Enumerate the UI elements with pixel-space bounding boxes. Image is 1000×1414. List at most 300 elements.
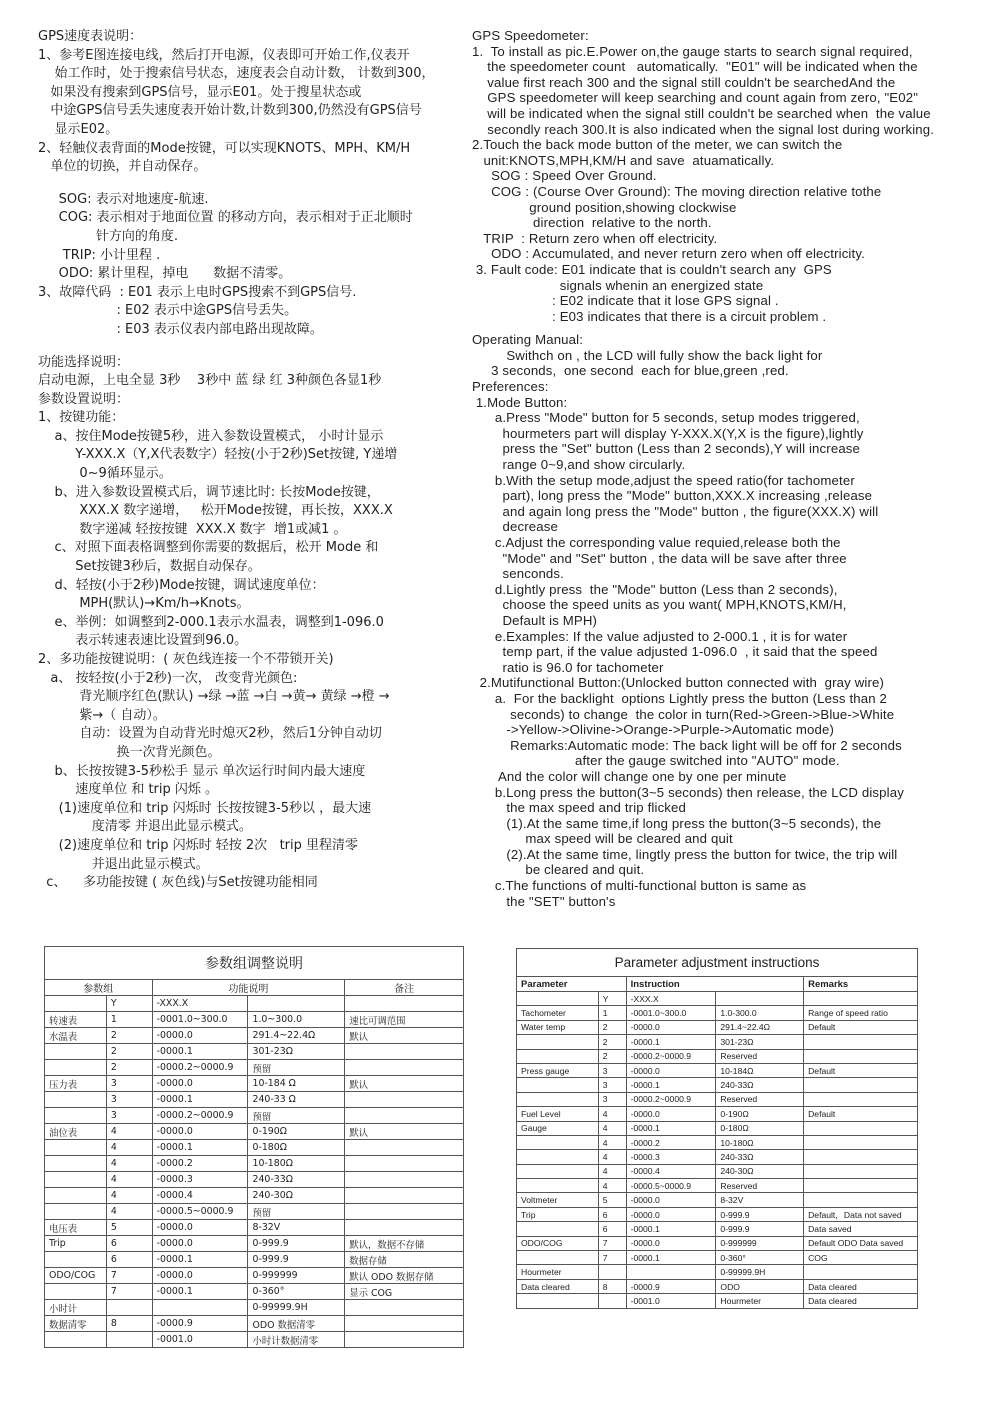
text-line: ODO: 累计里程，掉电 数据不清零。 (38, 266, 292, 282)
table-cell: -0000.5~0000.9 (152, 1204, 248, 1220)
text-line: a. For the backlight options Lightly press the button (Less than 2 (472, 690, 888, 706)
table-cell: -0000.0 (152, 1076, 248, 1092)
table-cell: -0000.0 (152, 1236, 248, 1252)
table-row (45, 1236, 464, 1252)
table-cell (345, 1300, 464, 1316)
table-row (45, 1316, 464, 1332)
table-cell: 6 (598, 1207, 626, 1221)
table-cell: 291.4~22.4Ω (716, 1020, 804, 1034)
table-cell: 240-33 Ω (248, 1092, 345, 1108)
text-line: c.Adjust the corresponding value requied,release both the (472, 535, 841, 550)
table-cell: ODO/COG (517, 1236, 599, 1250)
table-cell (152, 1300, 248, 1316)
table-cell (517, 992, 599, 1006)
table-cell (517, 1078, 599, 1092)
text-line: b、进入参数设置模式后，调节速比时: 长按Mode按键， (38, 484, 380, 500)
table-cell: Reserved (716, 1049, 804, 1063)
table-cell: 0-360° (716, 1251, 804, 1265)
text-line: part), long press the "Mode" button,XXX.X increasing ,release (472, 488, 873, 504)
table-cell: Reserved (716, 1179, 804, 1193)
table-cell: -0000.2~0000.9 (626, 1049, 716, 1063)
table-cell: 0-999.9 (248, 1236, 345, 1252)
text-line: 1、按键功能： (38, 410, 125, 426)
text-line: b、长按按键3-5秒松手 显示 单次运行时间内最大速度 (38, 763, 366, 779)
table-cell (517, 1294, 599, 1308)
table-row (517, 1265, 918, 1279)
table-cell: Default (804, 1020, 918, 1034)
table-cell: 2 (598, 1020, 626, 1034)
text-line: Preferences: (472, 379, 549, 395)
table-cell (345, 996, 464, 1012)
text-line: (1)速度单位和 trip 闪烁时 长按按键3-5秒以 ，最大速 (38, 800, 372, 816)
table-row (45, 1012, 464, 1028)
table-row (517, 1179, 918, 1193)
text-line: senconds. (472, 566, 564, 582)
table-cell (345, 1108, 464, 1124)
table-cell: -0000.0 (626, 1236, 716, 1250)
table-cell: 1.0-300.0 (716, 1006, 804, 1020)
text-line: 自动：设置为自动背光时熄灭2秒，然后1分钟自动切 (38, 726, 382, 742)
table-cell: 2 (598, 1035, 626, 1049)
table-cell (45, 1140, 107, 1156)
table-cell (517, 1049, 599, 1063)
text-line: decrease (472, 519, 558, 535)
table-cell (45, 1332, 107, 1348)
spacer (38, 177, 468, 191)
table-cell: 4 (598, 1150, 626, 1164)
table-cell: 291.4~22.4Ω (248, 1028, 345, 1044)
table-cell: 240-33Ω (716, 1078, 804, 1092)
text-line: : E02 表示中途GPS信号丢失。 (38, 303, 298, 319)
table-cell: -0000.0 (626, 1193, 716, 1207)
text-line: 3、故障代码 : E01 表示上电时GPS搜索不到GPS信号. (38, 284, 357, 300)
text-line: ground position,showing clockwise (472, 199, 737, 215)
table-cell: -0000.3 (626, 1150, 716, 1164)
table-row (45, 1156, 464, 1172)
table-cell: 240-30Ω (248, 1188, 345, 1204)
text-line: 数字递减 轻按按键 XXX.X 数字 增1或减1 。 (38, 521, 347, 537)
table-row (517, 1164, 918, 1178)
text-line: COG : (Course Over Ground): The moving direction relative tothe (472, 183, 882, 199)
table-cell: -0000.0 (152, 1220, 248, 1236)
table-cell (45, 1044, 107, 1060)
table-cell: 301-23Ω (716, 1035, 804, 1049)
text-line: 中途GPS信号丢失速度表开始计数,计数到300,仍然没有GPS信号 (38, 103, 422, 119)
text-line: c.The functions of multi-functional button is same as (472, 878, 807, 894)
text-line: 换一次背光颜色。 (38, 744, 221, 760)
table-cell: Press gauge (517, 1063, 599, 1077)
table-cell: 1 (106, 1012, 152, 1028)
table-cell (517, 1164, 599, 1178)
table-cell: -0000.9 (626, 1279, 716, 1293)
table-cell: ODO 数据清零 (248, 1316, 345, 1332)
table-cell: 2 (106, 1060, 152, 1076)
table-row (517, 992, 918, 1006)
table-cell: Default ODO Data saved (804, 1236, 918, 1250)
text-line: 2、多功能按键说明：( 灰色线连接一个不带锁开关) (38, 652, 334, 667)
table-cell: 小时计 (45, 1300, 107, 1316)
table-row (45, 1124, 464, 1140)
text-line: secondly reach 300.It is also indicated when the signal lost during working. (472, 121, 935, 137)
text-line: will be indicated when the signal still couldn't be searched when the value (472, 105, 931, 121)
table-cell: 压力表 (45, 1076, 107, 1092)
table-cell: -0000.1 (626, 1251, 716, 1265)
table-row (45, 1300, 464, 1316)
text-line: 始工作时，处于搜索信号状态，速度表会自动计数， 计数到300， (38, 66, 435, 82)
text-line: ratio is 96.0 for tachometer (472, 659, 664, 675)
table-cell (45, 1284, 107, 1300)
table-row (45, 996, 464, 1012)
table-cell: -0000.0 (152, 1124, 248, 1140)
table-cell: 6 (106, 1236, 152, 1252)
table-cell: 默认 (345, 1124, 464, 1140)
table-cell: Reserved (716, 1092, 804, 1106)
table-cell: -0000.1 (626, 1121, 716, 1135)
table-cell (345, 1044, 464, 1060)
text-line: COG: 表示相对于地面位置 的移动方向，表示相对于正北顺时 (38, 210, 413, 226)
table-cell: -0000.2~0000.9 (626, 1092, 716, 1106)
text-line: : E03 表示仪表内部电路出现故障。 (38, 321, 323, 337)
text-line: the max speed and trip flicked (472, 800, 687, 816)
table-cell: 2 (598, 1049, 626, 1063)
table-cell: 10-180Ω (716, 1135, 804, 1149)
table-cell: 数据存储 (345, 1252, 464, 1268)
table-row (517, 1150, 918, 1164)
table-cell (106, 1300, 152, 1316)
table-cell: ODO (716, 1279, 804, 1293)
table-cell: Data cleared (804, 1279, 918, 1293)
table-cell: -XXX.X (626, 992, 716, 1006)
table-cell (345, 1156, 464, 1172)
table-cell (345, 1140, 464, 1156)
text-line: press the "Set" button (Less than 2 seconds),Y will increase (472, 441, 861, 457)
table-row (517, 1236, 918, 1250)
table-cell: Gauge (517, 1121, 599, 1135)
table-cell: 小时计数据清零 (248, 1332, 345, 1348)
table-cell: 默认 ODO 数据存储 (345, 1268, 464, 1284)
table-cell: ODO/COG (45, 1268, 107, 1284)
table-cell: 默认，数据不存储 (345, 1236, 464, 1252)
table-cell: 0-180Ω (248, 1140, 345, 1156)
table-cell: 7 (598, 1236, 626, 1250)
table-cell (45, 1060, 107, 1076)
table-cell: 0-999.9 (716, 1222, 804, 1236)
table-row (45, 1252, 464, 1268)
table-cell: -0000.1 (626, 1078, 716, 1092)
table-cell: 4 (106, 1156, 152, 1172)
table-cell (45, 1156, 107, 1172)
table-cell: -0000.1 (152, 1140, 248, 1156)
table-cell (804, 1078, 918, 1092)
table-row (517, 1193, 918, 1207)
table-cell (345, 1092, 464, 1108)
table-cell: -0000.1 (626, 1035, 716, 1049)
table-cell (248, 996, 345, 1012)
text-line: : E02 indicate that it lose GPS signal . (472, 293, 779, 309)
table-cell (517, 1251, 599, 1265)
table-cell: 4 (598, 1107, 626, 1121)
table-row (517, 1049, 918, 1063)
table-row (45, 1108, 464, 1124)
table-cell: 4 (106, 1140, 152, 1156)
spacer (38, 340, 468, 354)
table-cell: 240-33Ω (248, 1172, 345, 1188)
table-cell: -0000.2 (152, 1156, 248, 1172)
table-cell (716, 992, 804, 1006)
text-line: e、举例：如调整到2-000.1表示水温表，调整到1-096.0 (38, 614, 384, 630)
table-title: Parameter adjustment instructions (517, 949, 918, 977)
text-line: 启动电源，上电全显 3秒 3秒中 蓝 绿 红 3种颜色各显1秒 (38, 373, 382, 389)
table-cell (45, 996, 107, 1012)
table-row (45, 1060, 464, 1076)
text-line: 度清零 并退出此显示模式。 (38, 819, 252, 835)
column-header: Remarks (804, 977, 918, 992)
english-instructions (472, 28, 972, 909)
table-cell: -0000.2~0000.9 (152, 1060, 248, 1076)
table-row (517, 1063, 918, 1077)
text-line: : E03 indicates that there is a circuit problem . (472, 308, 827, 324)
table-cell: Trip (517, 1207, 599, 1221)
text-line: 功能选择说明： (38, 354, 130, 370)
text-line: 2.Mutifunctional Button:(Unlocked button connected with gray wire) (472, 675, 885, 691)
table-cell (598, 1294, 626, 1308)
table-cell: COG (804, 1251, 918, 1265)
text-line: c、 多功能按键 ( 灰色线)与Set按键功能相同 (38, 875, 318, 891)
text-line: the "SET" button's (472, 893, 616, 909)
table-cell: 2 (106, 1028, 152, 1044)
table-cell: 8-32V (248, 1220, 345, 1236)
text-line: 并退出此显示模式。 (38, 856, 209, 872)
text-line: e.Examples: If the value adjusted to 2-000.1 , it is for water (472, 628, 848, 644)
table-cell: 5 (598, 1193, 626, 1207)
table-cell: Data cleared (804, 1294, 918, 1308)
table-cell (804, 1035, 918, 1049)
table-cell: -0000.4 (152, 1188, 248, 1204)
table-cell: 8-32V (716, 1193, 804, 1207)
table-row (517, 1135, 918, 1149)
table-cell (517, 1092, 599, 1106)
table-cell (517, 1150, 599, 1164)
table-cell: Data cleared (517, 1279, 599, 1293)
column-header: Instruction (626, 977, 803, 992)
text-line: and again long press the "Mode" button , the figure(XXX.X) will (472, 503, 879, 519)
table-cell (345, 1060, 464, 1076)
text-line: 3 seconds, one second each for blue,green ,red. (472, 363, 789, 379)
text-line: 1. To install as pic.E.Power on,the gauge starts to search signal required, (472, 43, 913, 59)
table-cell (517, 1222, 599, 1236)
text-line: be cleared and quit. (472, 862, 645, 878)
table-cell: 0-190Ω (248, 1124, 345, 1140)
text-line: direction relative to the north. (472, 215, 712, 231)
table-cell: 默认 (345, 1028, 464, 1044)
text-line: SOG : Speed Over Ground. (472, 168, 657, 184)
table-cell: 7 (598, 1251, 626, 1265)
table-cell (626, 1265, 716, 1279)
table-cell (45, 1172, 107, 1188)
text-line: b.With the setup mode,adjust the speed ratio(for tachometer (472, 472, 855, 488)
table-cell (45, 1252, 107, 1268)
text-line: 1.Mode Button: (472, 394, 568, 410)
table-cell: 301-23Ω (248, 1044, 345, 1060)
table-cell: -0001.0~300.0 (152, 1012, 248, 1028)
table-cell: 转速表 (45, 1012, 107, 1028)
table-cell: 4 (598, 1179, 626, 1193)
table-cell: 10-184Ω (716, 1063, 804, 1077)
text-line: choose the speed units as you want( MPH,KNOTS,KM/H, (472, 597, 847, 613)
text-line: b.Long press the button(3~5 seconds) then release, the LCD display (472, 784, 904, 800)
text-line: temp part, if the value adjusted 1-096.0 , it said that the speed (472, 644, 878, 660)
table-cell: -0000.0 (626, 1020, 716, 1034)
text-line: TRIP: 小计里程 . (38, 247, 161, 263)
table-cell (345, 1188, 464, 1204)
table-cell: 240-30Ω (716, 1164, 804, 1178)
text-line: a.Press "Mode" button for 5 seconds, setup modes triggered, (472, 410, 860, 426)
table-cell (804, 1179, 918, 1193)
table-cell: 7 (106, 1284, 152, 1300)
text-line: (2).At the same time, lingtly press the button for twice, the trip will (472, 846, 898, 862)
table-cell: -0000.0 (626, 1107, 716, 1121)
text-line: unit:KNOTS,MPH,KM/H and save atuamatically. (472, 152, 775, 168)
table-cell: 6 (598, 1222, 626, 1236)
table-title: 参数组调整说明 (45, 947, 464, 980)
table-cell (45, 1204, 107, 1220)
table-cell (804, 1092, 918, 1106)
table-cell: Default，Data not saved (804, 1207, 918, 1221)
text-line: XXX.X 数字递增， 松开Mode按键，再长按，XXX.X (38, 503, 393, 519)
table-cell: 8 (106, 1316, 152, 1332)
table-cell (106, 1332, 152, 1348)
table-cell (517, 1179, 599, 1193)
table-cell: 显示 COG (345, 1284, 464, 1300)
table-cell: 10-184 Ω (248, 1076, 345, 1092)
table-row (45, 1172, 464, 1188)
table-cell: 8 (598, 1279, 626, 1293)
table-cell: 数据清零 (45, 1316, 107, 1332)
table-cell: 4 (106, 1188, 152, 1204)
table-row (45, 1028, 464, 1044)
text-line: 单位的切换，并自动保存。 (38, 159, 207, 175)
text-line: max speed will be cleared and quit (472, 831, 733, 847)
table-cell: 4 (106, 1172, 152, 1188)
table-row (517, 1251, 918, 1265)
column-header: 功能说明 (152, 980, 345, 996)
table-cell: Hourmeter (517, 1265, 599, 1279)
table-cell: 1 (598, 1006, 626, 1020)
table-row (45, 1140, 464, 1156)
table-cell: -0000.9 (152, 1316, 248, 1332)
table-cell: 0-360° (248, 1284, 345, 1300)
table-cell: 0-999999 (248, 1268, 345, 1284)
text-line: 速度单位 和 trip 闪烁 。 (38, 782, 219, 798)
table-row (45, 1284, 464, 1300)
table-cell: 7 (106, 1268, 152, 1284)
text-line: c、对照下面表格调整到你需要的数据后，松开 Mode 和 (38, 540, 379, 556)
table-cell: 4 (598, 1164, 626, 1178)
table-cell: 0-180Ω (716, 1121, 804, 1135)
table-cell: 1.0~300.0 (248, 1012, 345, 1028)
table-cell (804, 1193, 918, 1207)
table-cell: 0-99999.9H (248, 1300, 345, 1316)
table-cell: 3 (598, 1078, 626, 1092)
text-line: 显示E02。 (38, 121, 119, 137)
table-cell: -0000.2 (626, 1135, 716, 1149)
table-cell: 0-99999.9H (716, 1265, 804, 1279)
text-line: range 0~9,and show circularly. (472, 457, 686, 473)
table-cell: Y (106, 996, 152, 1012)
text-line: hourmeters part will display Y-XXX.X(Y,X is the figure),lightly (472, 425, 864, 441)
chinese-instructions (38, 28, 468, 893)
table-cell (345, 1220, 464, 1236)
text-line: the speedometer count automatically. "E01" will be indicated when the (472, 59, 918, 75)
table-cell: 4 (598, 1121, 626, 1135)
table-cell: Data saved (804, 1222, 918, 1236)
table-cell: Trip (45, 1236, 107, 1252)
text-line: d、轻按(小于2秒)Mode按键，调试速度单位： (38, 577, 325, 593)
table-cell: -0000.0 (626, 1207, 716, 1221)
parameter-table-chinese (44, 946, 464, 1348)
column-header: 备注 (345, 980, 464, 996)
table-cell (345, 1204, 464, 1220)
text-line: And the color will change one by one per minute (472, 768, 787, 784)
table-cell (345, 1332, 464, 1348)
column-header: Parameter (517, 977, 627, 992)
table-cell (804, 1121, 918, 1135)
text-line: (2)速度单位和 trip 闪烁时 轻按 2次 trip 里程清零 (38, 837, 359, 853)
table-cell: Water temp (517, 1020, 599, 1034)
table-cell: -0000.0 (626, 1063, 716, 1077)
table-cell: 3 (598, 1063, 626, 1077)
table-cell: 4 (106, 1204, 152, 1220)
table-row (517, 1078, 918, 1092)
text-line: 紫→（ 自动）。 (38, 707, 166, 723)
text-line: SOG: 表示对地速度-航速. (38, 191, 209, 207)
text-line: "Mode" and "Set" button , the data will be save after three (472, 550, 847, 566)
table-row (517, 1294, 918, 1308)
table-cell: -0000.0 (152, 1268, 248, 1284)
table-cell: 3 (106, 1076, 152, 1092)
table-row (45, 1188, 464, 1204)
table-row (517, 1006, 918, 1020)
text-line: Set按键3秒后，数据自动保存。 (38, 559, 261, 575)
table-cell (804, 1265, 918, 1279)
text-line: Remarks:Automatic mode: The back light will be off for 2 seconds (472, 737, 902, 753)
table-cell (45, 1092, 107, 1108)
text-line: ->Yellow->Olivine->Orange->Purple->Automatic mode) (472, 722, 835, 738)
table-cell (804, 1164, 918, 1178)
table-row (517, 1121, 918, 1135)
table-cell: 4 (106, 1124, 152, 1140)
table-cell (804, 1150, 918, 1164)
table-cell: Range of speed ratio (804, 1006, 918, 1020)
text-line: 0~9循环显示。 (38, 466, 172, 482)
table-cell (345, 1316, 464, 1332)
table-cell: 6 (106, 1252, 152, 1268)
text-line: signals whenin an energized state (472, 277, 764, 293)
table-row (517, 1035, 918, 1049)
text-line: GPS速度表说明： (38, 29, 143, 44)
table-cell: 10-180Ω (248, 1156, 345, 1172)
table-cell: -0001.0 (152, 1332, 248, 1348)
text-line: a、按住Mode按键5秒，进入参数设置模式， 小时计显示 (38, 428, 384, 444)
table-cell: -0000.1 (626, 1222, 716, 1236)
table-cell: -0000.1 (152, 1092, 248, 1108)
table-row (45, 1092, 464, 1108)
table-cell: 0-999.9 (248, 1252, 345, 1268)
spacer (472, 324, 972, 332)
table-cell (598, 1265, 626, 1279)
table-cell: -0000.0 (152, 1028, 248, 1044)
table-cell: -0000.4 (626, 1164, 716, 1178)
